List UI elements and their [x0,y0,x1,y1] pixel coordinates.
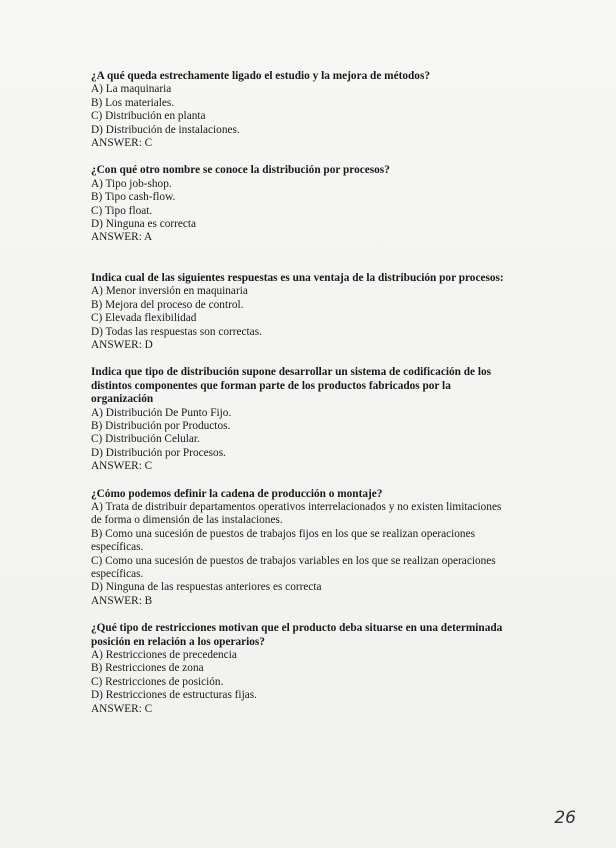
option-d: D) Distribución de instalaciones. [91,123,240,136]
option-d: D) Ninguna es correcta [91,218,197,231]
question-text: ¿Cómo podemos definir la cadena de producción o montaje? [91,487,383,500]
question-block-6 [91,622,511,716]
page-number: 26 [554,808,576,828]
answer-text: ANSWER: C [91,137,153,150]
question-block-1 [91,70,511,150]
question-text: Indica cual de las siguientes respuestas es una ventaja de la distribución por procesos: [91,271,504,284]
option-c: C) Elevada flexibilidad [91,312,197,325]
question-block-2 [91,164,511,244]
question-text: Indica que tipo de distribución supone desarrollar un sistema de codificación de los distintos componentes que forman parte de los productos fabricados por la organización [91,366,492,406]
option-a: A) Trata de distribuir departamentos operativos interrelacionados y no existen limitaciones de forma o dimensión de las instalaciones. [91,500,502,527]
answer-text: ANSWER: D [91,338,153,351]
option-d: D) Todas las respuestas son correctas. [91,325,262,338]
answer-text: ANSWER: B [91,594,153,607]
questions-list [91,70,511,716]
option-c: C) Distribución Celular. [91,433,200,446]
answer-text: ANSWER: A [91,231,153,244]
option-d: D) Restricciones de estructuras fijas. [91,689,257,702]
question-block-4 [91,366,511,473]
option-a: A) Tipo job-shop. [91,177,172,190]
option-d: D) Distribución por Procesos. [91,446,226,459]
answer-text: ANSWER: C [91,460,153,473]
option-d: D) Ninguna de las respuestas anteriores es correcta [91,581,322,594]
option-b: B) Mejora del proceso de control. [91,298,244,311]
question-text: ¿Con qué otro nombre se conoce la distribución por procesos? [91,164,390,177]
option-a: A) Menor inversión en maquinaria [91,285,248,298]
option-a: A) La maquinaria [91,83,172,96]
option-c: C) Restricciones de posición. [91,675,224,688]
option-a: A) Restricciones de precedencia [91,649,237,662]
option-b: B) Los materiales. [91,96,175,109]
answer-text: ANSWER: C [91,702,153,715]
option-c: C) Tipo float. [91,204,153,217]
option-b: B) Distribución por Productos. [91,419,231,432]
option-a: A) Distribución De Punto Fijo. [91,406,232,419]
question-text: ¿Qué tipo de restricciones motivan que el producto deba situarse en una determinada posición en relación a los operarios? [91,622,503,648]
option-b: B) Tipo cash-flow. [91,191,176,204]
option-b: B) Restricciones de zona [91,662,204,675]
option-c: C) Distribución en planta [91,110,206,123]
option-c: C) Como una sucesión de puestos de trabajos variables en los que se realizan operaciones específicas. [91,554,496,580]
question-block-5 [91,488,511,609]
question-text: ¿A qué queda estrechamente ligado el estudio y la mejora de métodos? [91,70,430,82]
question-block-3 [91,272,511,352]
option-b: B) Como una sucesión de puestos de trabajos fijos en los que se realizan operaciones específicas. [91,527,475,554]
